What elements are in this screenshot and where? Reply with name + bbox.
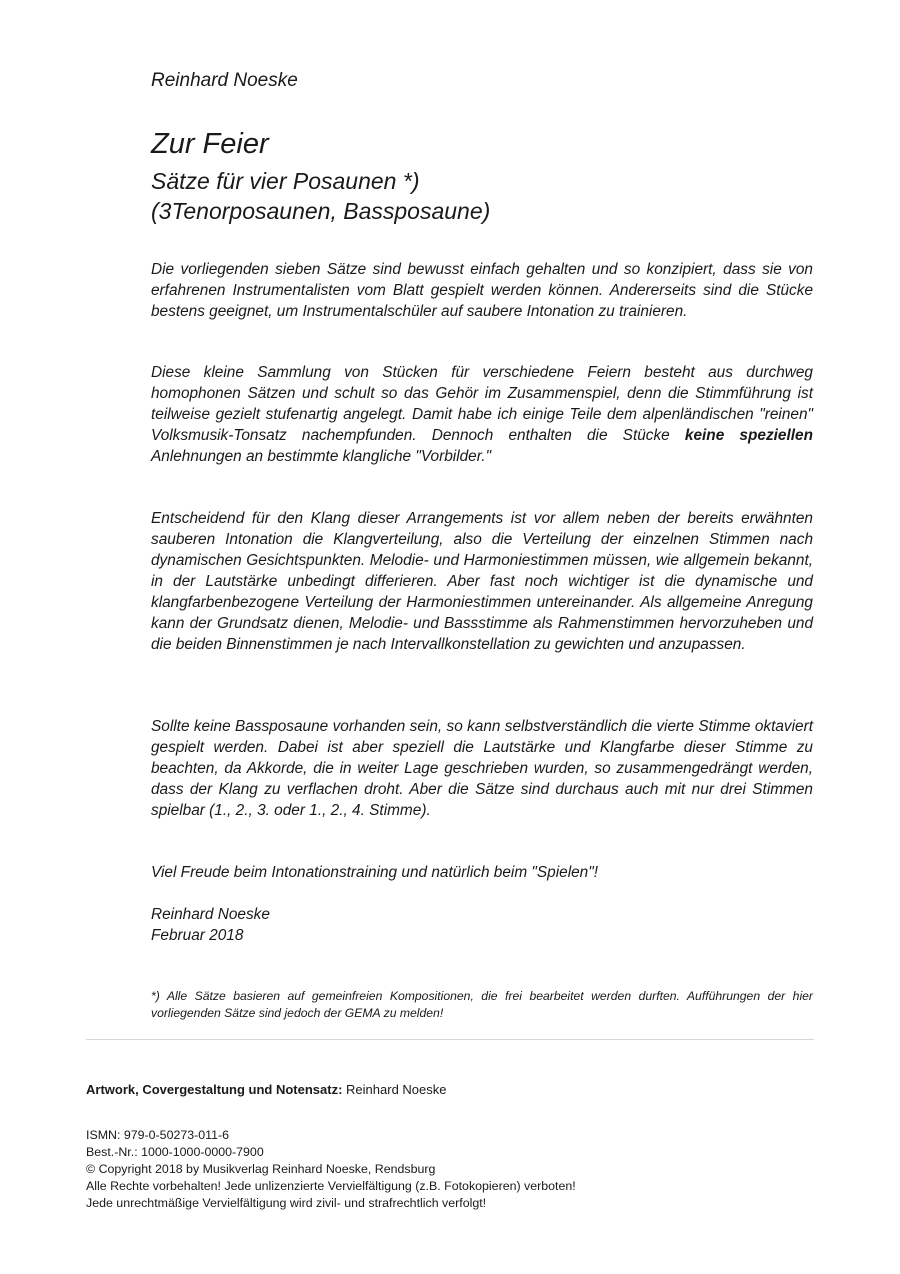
footnote: *) Alle Sätze basieren auf gemeinfreien Kompositionen, die frei bearbeitet werden durften. Aufführungen der hier vorliegenden Sätze sind jedoch der GEMA zu melden! [151, 989, 813, 1020]
copyright: © Copyright 2018 by Musikverlag Reinhard Noeske, Rendsburg [86, 1162, 436, 1176]
signature [151, 904, 270, 946]
paragraph-bass: Sollte keine Bassposaune vorhanden sein, so kann selbstverständlich die vierte Stimme oktaviert gespielt werden. Dabei ist aber speziell die Lautstärke und Klangfarbe dieser Stimme zu beachten, da Akkorde, die in weiter Lage geschrieben wurden, so zusammengedrängt werden, dass der Klang zu verflachen droht. Aber die Sätze sind durchaus auch mit nur drei Stimmen spielbar (1., 2., 3. oder 1., 2., 4. Stimme). [151, 718, 813, 819]
signature-date: Februar 2018 [151, 927, 244, 944]
signature-name: Reinhard Noeske [151, 906, 270, 923]
credits [86, 1081, 447, 1098]
paragraph-collection-text-1: Diese kleine Sammlung von Stücken für verschiedene Feiern besteht aus durchweg homophonen Sätzen und schult so das Gehör im Zusammenspiel, denn die Stimmführung ist teilweise gezielt stufenartig angelegt. Damit habe ich einige Teile dem alpenländischen "reinen" Volksmusik-Tonsatz nachempfunden. Dennoch enthalten die Stücke [151, 364, 813, 444]
ismn: ISMN: 979-0-50273-011-6 [86, 1128, 230, 1142]
subtitle [151, 166, 490, 226]
order-number: Best.-Nr.: 1000-1000-0000-7900 [86, 1145, 264, 1159]
rights-notice: Alle Rechte vorbehalten! Jede unlizenzierte Vervielfältigung (z.B. Fotokopieren) verboten! [86, 1179, 576, 1193]
legal-info [86, 1127, 576, 1212]
paragraph-closing: Viel Freude beim Intonationstraining und natürlich beim "Spielen"! [151, 864, 598, 881]
subtitle-line-1: Sätze für vier Posaunen *) [151, 168, 420, 194]
paragraph-intro: Die vorliegenden sieben Sätze sind bewusst einfach gehalten und so konzipiert, dass sie von erfahrenen Instrumentalisten vom Blatt gespielt werden können. Andererseits sind die Stücke bestens geeignet, um Instrumentalschüler auf saubere Intonation zu trainieren. [151, 261, 813, 320]
prosecution-notice: Jede unrechtmäßige Vervielfältigung wird zivil- und strafrechtlich verfolgt! [86, 1196, 487, 1210]
author-name: Reinhard Noeske [151, 70, 298, 91]
paragraph-collection [151, 362, 813, 467]
paragraph-collection-emphasis: keine speziellen [684, 427, 813, 444]
paragraph-sound: Entscheidend für den Klang dieser Arrangements ist vor allem neben der bereits erwähnten sauberen Intonation die Klangverteilung, also die Verteilung der einzelnen Stimmen nach dynamischen Gesichtspunkten. Melodie- und Harmoniestimmen müssen, wie allgemein bekannt, in der Lautstärke unbedingt differieren. Aber fast noch wichtiger ist die dynamische und klangfarbenbezogene Verteilung der Harmoniestimmen untereinander. Als allgemeine Anregung kann der Grundsatz dienen, Melodie- und Bassstimme als Rahmenstimmen hervorzuheben und die beiden Binnenstimmen je nach Intervallkonstellation zu gewichten und anzupassen. [151, 510, 813, 653]
subtitle-line-2: (3Tenorposaunen, Bassposaune) [151, 198, 491, 224]
paragraph-collection-text-2: Anlehnungen an bestimmte klangliche "Vorbilder." [151, 448, 492, 465]
divider [86, 1039, 814, 1040]
credits-value: Reinhard Noeske [346, 1082, 447, 1097]
page-title: Zur Feier [151, 128, 269, 160]
credits-label: Artwork, Covergestaltung und Notensatz: [86, 1082, 343, 1097]
